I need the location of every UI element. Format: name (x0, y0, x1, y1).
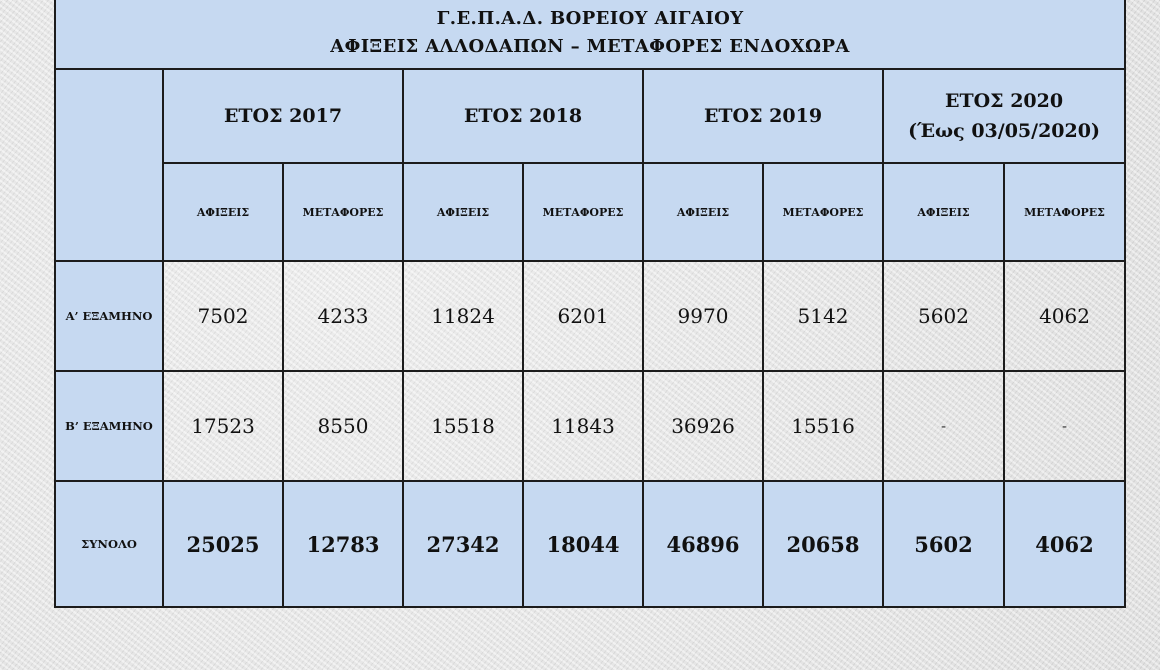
year-2020-note: (Έως 03/05/2020) (908, 120, 1100, 142)
table-cell: 17523 (163, 371, 283, 481)
table-cell: 5602 (883, 261, 1004, 371)
year-header-2018: ΕΤΟΣ 2018 (403, 69, 643, 163)
subheader-transfers: ΜΕΤΑΦΟΡΕΣ (283, 163, 403, 261)
table-cell: - (1004, 371, 1125, 481)
year-header-2020 (883, 69, 1125, 163)
year-2020-label: ΕΤΟΣ 2020 (944, 90, 1064, 112)
subheader-transfers: ΜΕΤΑΦΟΡΕΣ (1004, 163, 1125, 261)
row-label: Β’ ΕΞΑΜΗΝΟ (55, 371, 163, 481)
table-cell: - (883, 371, 1004, 481)
total-cell: 20658 (763, 481, 883, 607)
table-row-second-semester (55, 371, 1125, 481)
table-cell: 9970 (643, 261, 763, 371)
table-cell: 36926 (643, 371, 763, 481)
total-cell: 4062 (1004, 481, 1125, 607)
statistics-table-container (54, 0, 1124, 608)
row-label: Α’ ΕΞΑΜΗΝΟ (55, 261, 163, 371)
table-row-total (55, 481, 1125, 607)
total-cell: 25025 (163, 481, 283, 607)
corner-cell (55, 69, 163, 261)
subheader-arrivals: ΑΦΙΞΕΙΣ (883, 163, 1004, 261)
total-cell: 46896 (643, 481, 763, 607)
title-line-2: ΑΦΙΞΕΙΣ ΑΛΛΟΔΑΠΩΝ – ΜΕΤΑΦΟΡΕΣ ΕΝΔΟΧΩΡΑ (330, 36, 850, 57)
total-cell: 18044 (523, 481, 643, 607)
arrivals-transfers-table (54, 0, 1126, 608)
table-cell: 11824 (403, 261, 523, 371)
table-cell: 6201 (523, 261, 643, 371)
table-cell: 11843 (523, 371, 643, 481)
subheader-arrivals: ΑΦΙΞΕΙΣ (403, 163, 523, 261)
year-header-2017: ΕΤΟΣ 2017 (163, 69, 403, 163)
table-row-first-semester (55, 261, 1125, 371)
row-label: ΣΥΝΟΛΟ (55, 481, 163, 607)
subheader-transfers: ΜΕΤΑΦΟΡΕΣ (763, 163, 883, 261)
table-title (55, 0, 1125, 69)
table-cell: 15516 (763, 371, 883, 481)
year-header-2019: ΕΤΟΣ 2019 (643, 69, 883, 163)
total-cell: 5602 (883, 481, 1004, 607)
total-cell: 27342 (403, 481, 523, 607)
table-cell: 15518 (403, 371, 523, 481)
table-cell: 4233 (283, 261, 403, 371)
title-line-1: Γ.Ε.Π.Α.Δ. ΒΟΡΕΙΟΥ ΑΙΓΑΙΟΥ (436, 8, 744, 29)
subheader-arrivals: ΑΦΙΞΕΙΣ (643, 163, 763, 261)
table-cell: 5142 (763, 261, 883, 371)
subheader-transfers: ΜΕΤΑΦΟΡΕΣ (523, 163, 643, 261)
subheader-arrivals: ΑΦΙΞΕΙΣ (163, 163, 283, 261)
table-cell: 7502 (163, 261, 283, 371)
table-cell: 8550 (283, 371, 403, 481)
table-cell: 4062 (1004, 261, 1125, 371)
total-cell: 12783 (283, 481, 403, 607)
